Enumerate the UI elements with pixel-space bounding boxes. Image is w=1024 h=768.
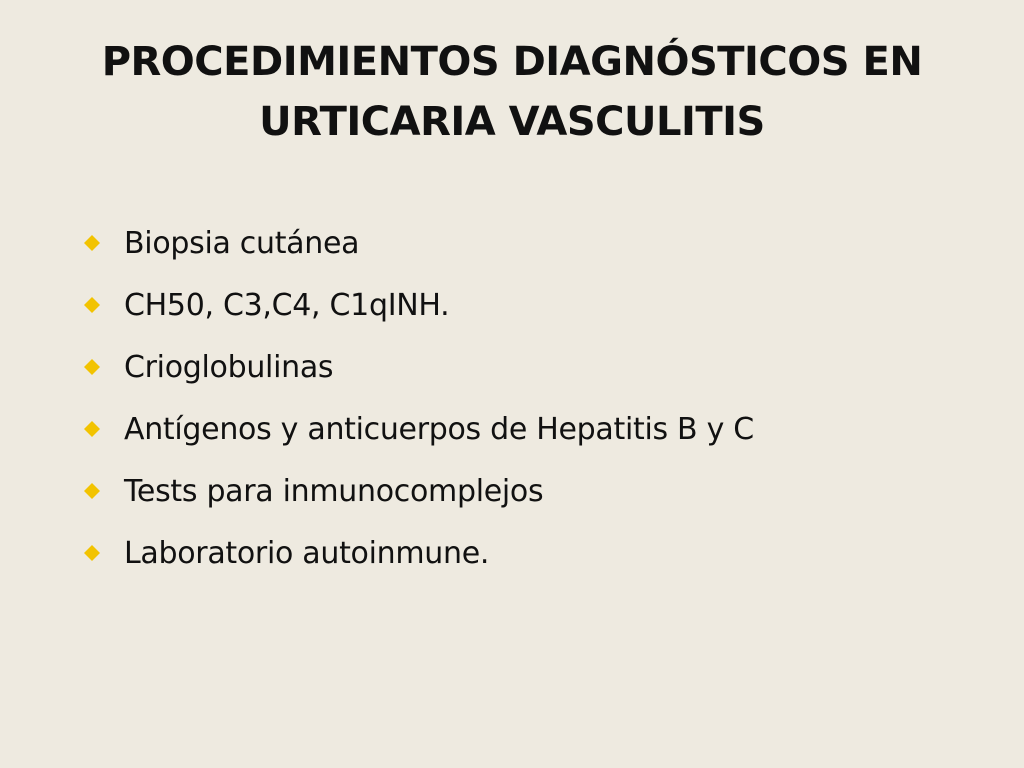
bullet-item	[80, 212, 754, 274]
diamond-bullet-icon	[80, 541, 104, 565]
diamond-bullet-icon	[80, 417, 104, 441]
bullet-text: Biopsia cutánea	[124, 225, 360, 261]
diamond-bullet-icon	[80, 355, 104, 379]
diamond-bullet-icon	[80, 293, 104, 317]
bullet-item	[80, 274, 754, 336]
bullet-item	[80, 398, 754, 460]
bullet-list	[80, 212, 754, 584]
bullet-text: Antígenos y anticuerpos de Hepatitis B y C	[124, 411, 754, 447]
bullet-text: CH50, C3,C4, C1qINH.	[124, 287, 450, 323]
diamond-bullet-icon	[80, 231, 104, 255]
bullet-item	[80, 460, 754, 522]
bullet-text: Tests para inmunocomplejos	[124, 473, 544, 509]
slide-title	[40, 32, 984, 152]
title-line-2: URTICARIA VASCULITIS	[259, 99, 765, 145]
diamond-bullet-icon	[80, 479, 104, 503]
bullet-item	[80, 522, 754, 584]
bullet-text: Laboratorio autoinmune.	[124, 535, 490, 571]
title-line-1: PROCEDIMIENTOS DIAGNÓSTICOS EN	[101, 39, 923, 85]
bullet-text: Crioglobulinas	[124, 349, 334, 385]
bullet-item	[80, 336, 754, 398]
